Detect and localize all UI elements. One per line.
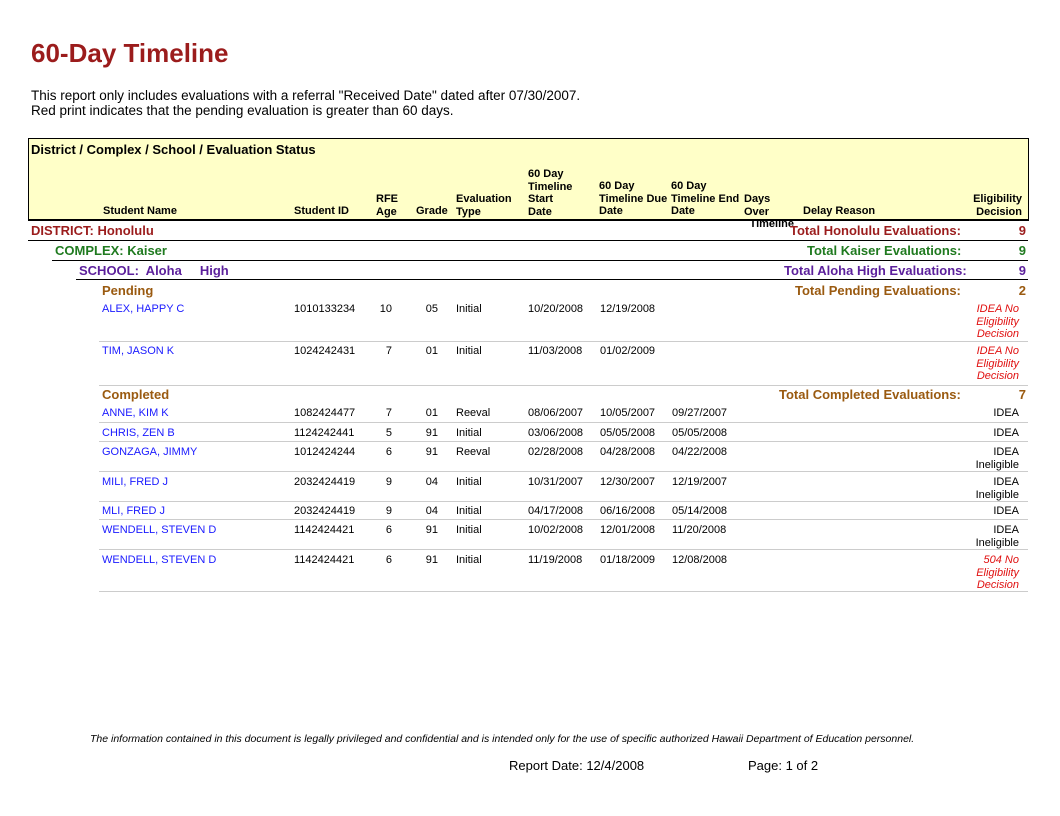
row-divider: [99, 591, 1028, 592]
grade: 91: [425, 446, 438, 458]
pending-total: 2: [1018, 283, 1026, 298]
col-grade: Grade: [416, 205, 448, 217]
col-due-line1: 60 Day: [599, 180, 635, 192]
col-eligibility: [959, 193, 1022, 218]
eligibility-decision: [930, 427, 1019, 440]
grade: 04: [425, 476, 438, 488]
school-total: 9: [1018, 263, 1026, 278]
col-due-date: [599, 180, 667, 218]
school-total-label: Total Aloha High Evaluations:: [784, 263, 967, 278]
evaluation-type: Initial: [456, 303, 482, 315]
grade: 91: [425, 554, 438, 566]
row-divider: [99, 471, 1028, 472]
col-start-line2: Timeline: [528, 180, 573, 193]
timeline-due-date: 05/05/2008: [600, 427, 656, 439]
rfe-age: 7: [385, 407, 392, 419]
eligibility-decision-line: IDEA No: [976, 303, 1019, 315]
col-days-over-line2: Timeline: [749, 218, 794, 230]
eligibility-decision-line: IDEA: [993, 524, 1019, 536]
evaluation-type: Initial: [456, 345, 482, 357]
timeline-start-date: 03/06/2008: [528, 427, 584, 439]
col-eligibility-line1: Eligibility: [973, 193, 1022, 205]
eligibility-decision: [930, 476, 1019, 501]
col-due-line3: Date: [599, 205, 623, 217]
report-date: Report Date: 12/4/2008: [509, 758, 645, 773]
eligibility-decision-line: IDEA: [993, 505, 1019, 517]
student-id: 1012424244: [294, 446, 356, 458]
col-rfe-age-line2: Age: [376, 205, 397, 218]
col-rfe-age-line1: RFE: [376, 193, 398, 205]
student-name: CHRIS, ZEN B: [102, 427, 175, 439]
student-name: ANNE, KIM K: [102, 407, 169, 419]
student-id: 2032424419: [294, 505, 356, 517]
row-divider: [99, 441, 1028, 442]
timeline-end-date: 09/27/2007: [672, 407, 728, 419]
eligibility-decision-line: Ineligible: [975, 536, 1019, 549]
pending-label: Pending: [102, 283, 154, 298]
col-student-id: Student ID: [294, 205, 349, 217]
eligibility-decision-line: Decision: [976, 370, 1019, 382]
eligibility-decision-line: IDEA: [993, 407, 1019, 419]
col-end-date: [671, 180, 739, 218]
eligibility-decision: [930, 303, 1019, 341]
timeline-start-date: 08/06/2007: [528, 407, 584, 419]
row-divider: [99, 549, 1028, 550]
eligibility-decision-line: IDEA: [993, 476, 1019, 488]
school-divider: [76, 279, 1028, 280]
eligibility-decision: [930, 554, 1019, 592]
timeline-end-date: 11/20/2008: [672, 524, 727, 536]
eligibility-decision-line: IDEA: [993, 427, 1019, 439]
row-divider: [99, 422, 1028, 423]
student-name: MILI, FRED J: [102, 476, 169, 488]
student-id: 1124242441: [294, 427, 355, 439]
district-label: DISTRICT: Honolulu: [31, 223, 154, 238]
district-total: 9: [1018, 223, 1026, 238]
eligibility-decision-line: Decision: [976, 579, 1019, 591]
col-delay-reason: Delay Reason: [803, 205, 876, 217]
eligibility-decision-line: Eligibility: [976, 566, 1019, 579]
complex-label: COMPLEX: Kaiser: [55, 243, 167, 258]
col-eval-type-line1: Evaluation: [456, 193, 512, 205]
completed-total: 7: [1018, 387, 1026, 402]
rfe-age: 5: [385, 427, 392, 439]
rfe-age: 9: [385, 505, 392, 517]
complex-total: 9: [1018, 243, 1026, 258]
evaluation-type: Initial: [456, 505, 482, 517]
student-id: 1024242431: [294, 345, 356, 357]
eligibility-decision: [930, 505, 1019, 518]
student-name: TIM, JASON K: [102, 345, 175, 357]
timeline-due-date: 10/05/2007: [600, 407, 656, 419]
page-number: Page: 1 of 2: [748, 758, 819, 773]
confidentiality-notice: The information contained in this document is legally privileged and confidential and is intended only for the use of specific authorized Hawaii Department of Education personnel.: [90, 733, 915, 745]
eligibility-decision-line: IDEA No: [976, 345, 1019, 357]
timeline-end-date: 12/08/2008: [672, 554, 728, 566]
col-end-line1: 60 Day: [671, 180, 707, 192]
row-divider: [99, 341, 1028, 342]
report-note-1: This report only includes evaluations with a referral "Received Date" dated after 07/30/2007.: [31, 88, 581, 103]
completed-label: Completed: [102, 387, 170, 402]
eligibility-decision-line: Ineligible: [975, 458, 1019, 471]
timeline-due-date: 01/02/2009: [600, 345, 656, 357]
timeline-due-date: 06/16/2008: [600, 505, 656, 517]
district-total-label: Total Honolulu Evaluations:: [790, 223, 961, 238]
timeline-start-date: 11/03/2008: [528, 345, 583, 357]
timeline-due-date: 12/19/2008: [600, 303, 656, 315]
rfe-age: 6: [385, 524, 392, 536]
timeline-due-date: 12/01/2008: [600, 524, 656, 536]
timeline-end-date: 05/14/2008: [672, 505, 728, 517]
col-end-line3: Date: [671, 205, 695, 217]
timeline-due-date: 04/28/2008: [600, 446, 656, 458]
col-start-line3: Start: [528, 193, 554, 205]
timeline-start-date: 02/28/2008: [528, 446, 584, 458]
col-rfe-age: [376, 193, 398, 218]
rfe-age: 6: [385, 446, 392, 458]
eligibility-decision: [930, 407, 1019, 420]
col-due-line2: Timeline Due: [599, 192, 668, 205]
student-id: 1010133234: [294, 303, 356, 315]
rfe-age: 6: [385, 554, 392, 566]
timeline-start-date: 10/20/2008: [528, 303, 584, 315]
timeline-due-date: 01/18/2009: [600, 554, 656, 566]
timeline-end-date: 05/05/2008: [672, 427, 728, 439]
row-divider: [99, 501, 1028, 502]
timeline-start-date: 10/31/2007: [528, 476, 584, 488]
pending-total-label: Total Pending Evaluations:: [795, 283, 961, 298]
student-name: MLI, FRED J: [102, 505, 165, 517]
rfe-age: 7: [385, 345, 392, 357]
grade: 01: [425, 345, 438, 357]
evaluation-type: Initial: [456, 476, 482, 488]
timeline-start-date: 10/02/2008: [528, 524, 584, 536]
col-days-over-line1: Days Over: [744, 193, 771, 218]
group-header-label: District / Complex / School / Evaluation Status: [31, 142, 316, 157]
student-name: WENDELL, STEVEN D: [102, 554, 217, 566]
timeline-end-date: 04/22/2008: [672, 446, 728, 458]
eligibility-decision: [930, 446, 1019, 471]
evaluation-type: Initial: [456, 427, 482, 439]
eligibility-decision-line: Ineligible: [975, 488, 1019, 501]
grade: 05: [425, 303, 438, 315]
row-divider: [99, 519, 1028, 520]
grade: 01: [425, 407, 438, 419]
student-name: WENDELL, STEVEN D: [102, 524, 217, 536]
page-title: 60-Day Timeline: [31, 38, 229, 68]
table-header: [28, 138, 1029, 230]
student-id: 1142424421: [294, 524, 355, 536]
complex-divider: [52, 260, 1028, 261]
col-eval-type: [456, 193, 512, 218]
complex-total-label: Total Kaiser Evaluations:: [807, 243, 962, 258]
evaluation-type: Reeval: [456, 446, 491, 458]
col-days-over: [744, 193, 794, 231]
evaluation-type: Initial: [456, 554, 482, 566]
timeline-due-date: 12/30/2007: [600, 476, 656, 488]
col-eval-type-line2: Type: [456, 205, 481, 218]
col-start-line1: 60 Day: [528, 168, 564, 180]
school-label: SCHOOL: Aloha High: [79, 263, 229, 278]
grade: 91: [425, 524, 438, 536]
evaluation-type: Reeval: [456, 407, 491, 419]
col-end-line2: Timeline End: [671, 192, 740, 205]
student-name: ALEX, HAPPY C: [102, 303, 185, 315]
timeline-start-date: 04/17/2008: [528, 505, 584, 517]
col-student-name: Student Name: [103, 205, 177, 217]
col-start-date: [528, 168, 572, 218]
eligibility-decision: [930, 524, 1019, 549]
timeline-end-date: 12/19/2007: [672, 476, 728, 488]
student-id: 1082424477: [294, 407, 356, 419]
eligibility-decision-line: Eligibility: [976, 357, 1019, 370]
rfe-age: 9: [385, 476, 392, 488]
rfe-age: 10: [379, 303, 392, 315]
completed-total-label: Total Completed Evaluations:: [779, 387, 961, 402]
row-divider: [99, 385, 1028, 386]
district-divider: [28, 240, 1028, 241]
student-id: 1142424421: [294, 554, 355, 566]
student-name: GONZAGA, JIMMY: [102, 446, 198, 458]
col-start-line4: Date: [528, 205, 552, 218]
eligibility-decision-line: Eligibility: [976, 315, 1019, 328]
evaluation-type: Initial: [456, 524, 482, 536]
eligibility-decision-line: 504 No: [983, 554, 1019, 566]
col-eligibility-line2: Decision: [976, 205, 1022, 218]
eligibility-decision-line: IDEA: [993, 446, 1019, 458]
eligibility-decision-line: Decision: [976, 328, 1019, 340]
timeline-start-date: 11/19/2008: [528, 554, 583, 566]
student-id: 2032424419: [294, 476, 356, 488]
eligibility-decision: [930, 345, 1019, 383]
report-note-2: Red print indicates that the pending evaluation is greater than 60 days.: [31, 103, 454, 118]
grade: 04: [425, 505, 438, 517]
grade: 91: [425, 427, 438, 439]
